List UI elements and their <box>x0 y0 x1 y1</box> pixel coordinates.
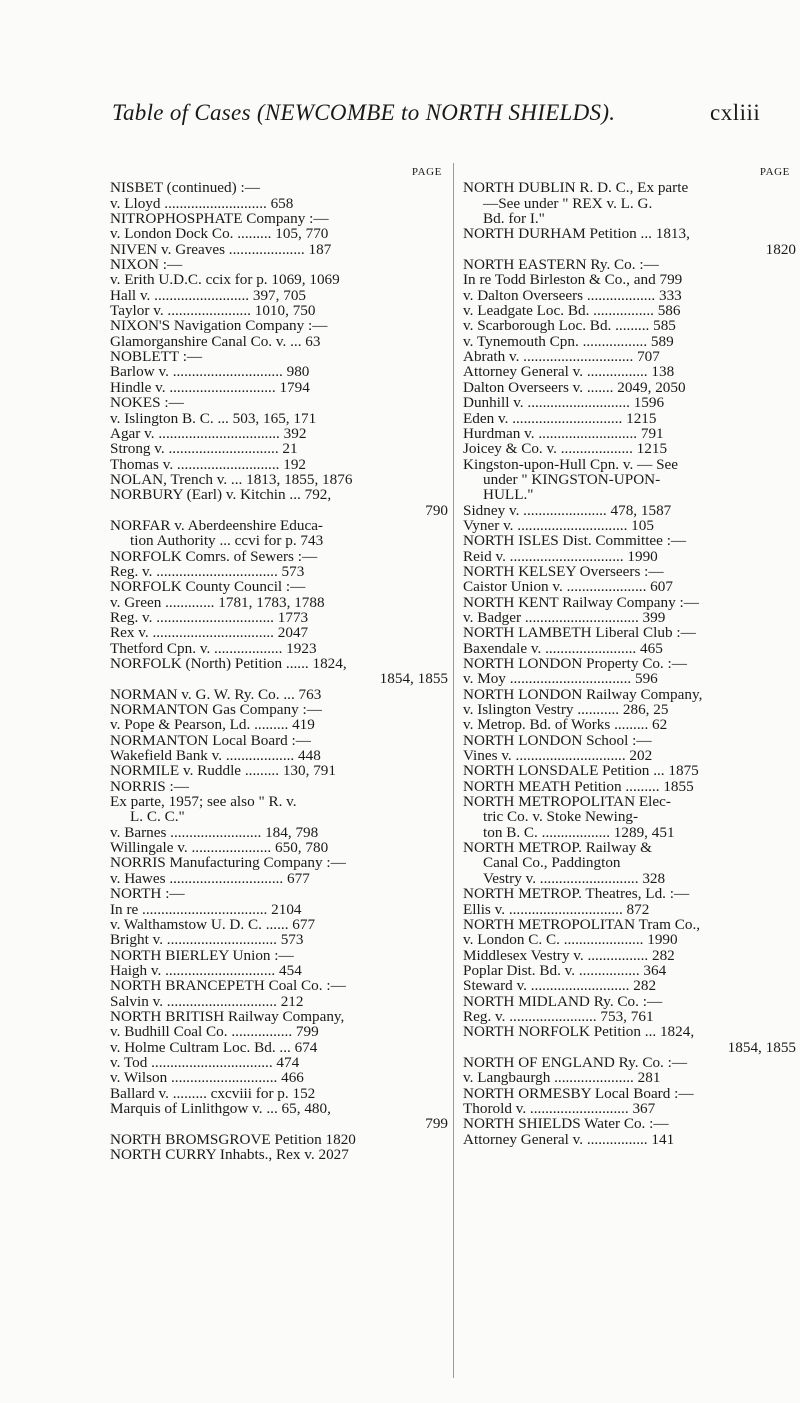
index-entry: Joicey & Co. v. ................... 1215 <box>463 440 668 458</box>
index-entry: Steward v. .......................... 282 <box>463 977 657 995</box>
index-entry: Marquis of Linlithgow v. ... 65, 480, <box>110 1099 331 1117</box>
index-entry: NORTH MEATH Petition ......... 1855 <box>463 777 694 795</box>
index-entry: NITROPHOSPHATE Company :— <box>110 210 329 228</box>
index-entry: Vestry v. .......................... 328 <box>483 869 666 887</box>
index-entry: v. Hawes .............................. 677 <box>110 869 310 887</box>
index-entry: v. London Dock Co. ......... 105, 770 <box>110 225 329 243</box>
index-entry: NORMANTON Local Board :— <box>110 731 311 749</box>
index-entry: NORBURY (Earl) v. Kitchin ... 792, <box>110 486 332 504</box>
index-entry: Sidney v. ...................... 478, 1587 <box>463 501 672 519</box>
index-entry: NORTH CURRY Inhabts., Rex v. 2027 <box>110 1146 349 1163</box>
index-entry: 799 <box>425 1115 448 1133</box>
index-entry: Attorney General v. ................ 141 <box>463 1130 675 1148</box>
index-entry: NORTH BRITISH Railway Company, <box>110 1007 345 1025</box>
index-entry: NORTH LONDON Property Co. :— <box>463 655 687 672</box>
running-header <box>0 100 800 140</box>
index-entry: In re ................................. 2104 <box>110 900 302 918</box>
index-entry: NORTH EASTERN Ry. Co. :— <box>463 256 659 274</box>
index-entry: Agar v. ................................ 392 <box>110 424 307 442</box>
index-entry: Ellis v. .............................. 872 <box>463 900 650 918</box>
index-entry: NORMANTON Gas Company :— <box>110 701 322 719</box>
index-entry: NISBET (continued) :— <box>110 179 260 197</box>
index-entry: NORTH DUBLIN R. D. C., Ex parte <box>463 179 689 197</box>
index-entry: v. Metrop. Bd. of Works ......... 62 <box>463 716 668 734</box>
index-entry: v. Budhill Coal Co. ................ 799 <box>110 1023 319 1041</box>
index-entry: Poplar Dist. Bd. v. ................ 364 <box>463 961 667 979</box>
index-entry: NORMILE v. Ruddle ......... 130, 791 <box>110 762 336 780</box>
index-entry: Willingale v. ..................... 650, 780 <box>110 839 329 857</box>
index-entry: v. Pope & Pearson, Ld. ......... 419 <box>110 716 315 734</box>
index-entry: v. Lloyd ........................... 658 <box>110 194 294 212</box>
index-entry: NOBLETT :— <box>110 348 203 366</box>
index-entry: v. Leadgate Loc. Bd. ................ 586 <box>463 302 681 320</box>
index-entry: ton B. C. .................. 1289, 451 <box>483 823 675 841</box>
index-entry: v. Tod ................................ 474 <box>110 1053 300 1071</box>
index-entry: NORTH ISLES Dist. Committee :— <box>463 532 687 550</box>
index-entry: v. Erith U.D.C. ccix for p. 1069, 1069 <box>110 271 340 289</box>
index-entry: Caistor Union v. ..................... 607 <box>463 578 673 596</box>
index-entry: NORTH SHIELDS Water Co. :— <box>463 1115 669 1133</box>
index-entry: In re Todd Birleston & Co., and 799 <box>463 271 683 289</box>
index-entry: NORTH OF ENGLAND Ry. Co. :— <box>463 1053 688 1071</box>
index-entry: Hurdman v. .......................... 791 <box>463 424 664 442</box>
index-entry: —See under " REX v. L. G. <box>483 194 653 212</box>
index-entry: Middlesex Vestry v. ................ 282 <box>463 946 675 964</box>
index-entry: v. Islington Vestry ........... 286, 25 <box>463 701 669 719</box>
index-entry: Hindle v. ............................ 1794 <box>110 378 310 396</box>
column-divider <box>453 163 454 1378</box>
index-entry: v. Badger .............................. 399 <box>463 608 666 626</box>
index-entry: NORTH METROP. Railway & <box>463 839 652 857</box>
index-entry: tion Authority ... ccvi for p. 743 <box>130 532 324 550</box>
index-entry: NORFAR v. Aberdeenshire Educa- <box>110 516 323 534</box>
index-entry: Rex v. ................................ 2047 <box>110 624 309 642</box>
index-entry: Dunhill v. ........................... 1596 <box>463 394 665 412</box>
index-entry: 1820 <box>765 240 796 258</box>
index-entry: Glamorganshire Canal Co. v. ... 63 <box>110 332 321 350</box>
index-entry: NORTH BIERLEY Union :— <box>110 946 294 964</box>
index-entry: Abrath v. ............................. 707 <box>463 348 660 366</box>
index-entry: Hall v. ......................... 397, 705 <box>110 286 307 304</box>
index-entry: Ballard v. ......... cxcviii for p. 152 <box>110 1084 316 1102</box>
index-entry: v. Barnes ........................ 184, 798 <box>110 823 319 841</box>
index-entry: NORTH ORMESBY Local Board :— <box>463 1084 694 1102</box>
index-entry: NORFOLK Comrs. of Sewers :— <box>110 547 318 565</box>
index-entry: NORTH :— <box>110 885 185 903</box>
index-entry: Baxendale v. ........................ 465 <box>463 639 663 657</box>
index-entry: Bright v. ............................. 573 <box>110 931 304 949</box>
index-entry: NORTH METROP. Theatres, Ld. :— <box>463 885 690 903</box>
right-page-label: PAGE <box>759 166 790 178</box>
index-entry: Thomas v. ........................... 192 <box>110 455 307 473</box>
index-entry: Kingston-upon-Hull Cpn. v. — See <box>463 455 679 473</box>
index-entry: NIXON :— <box>110 256 183 274</box>
index-entry: NORTH LONSDALE Petition ... 1875 <box>463 762 699 780</box>
index-entry: v. Holme Cultram Loc. Bd. ... 674 <box>110 1038 318 1056</box>
index-entry: Reg. v. ....................... 753, 761 <box>463 1007 654 1025</box>
index-entry: v. Moy ................................ 596 <box>463 670 658 688</box>
index-entry: v. Langbaurgh ..................... 281 <box>463 1069 661 1087</box>
index-entry: v. Green ............. 1781, 1783, 1788 <box>110 593 325 611</box>
index-entry: NORTH DURHAM Petition ... 1813, <box>463 225 690 243</box>
index-entry: v. London C. C. ..................... 1990 <box>463 931 678 949</box>
index-entry: NORTH METROPOLITAN Tram Co., <box>463 915 701 933</box>
index-entry: 1854, 1855 <box>379 670 448 688</box>
index-entry: Ex parte, 1957; see also " R. v. <box>110 793 297 811</box>
index-entry: NOLAN, Trench v. ... 1813, 1855, 1876 <box>110 470 353 488</box>
index-entry: NORMAN v. G. W. Ry. Co. ... 763 <box>110 685 322 703</box>
index-entry: NORTH NORFOLK Petition ... 1824, <box>463 1023 695 1041</box>
index-entry: v. Scarborough Loc. Bd. ......... 585 <box>463 317 676 335</box>
index-entry: NIVEN v. Greaves .................... 187 <box>110 240 332 258</box>
index-entry: NORTH BRANCEPETH Coal Co. :— <box>110 977 346 995</box>
index-entry: NORFOLK County Council :— <box>110 578 306 596</box>
index-entry: Thorold v. .......................... 367 <box>463 1099 656 1117</box>
index-entry: 790 <box>425 501 448 519</box>
index-entry: v. Dalton Overseers .................. 333 <box>463 286 682 304</box>
index-entry: Barlow v. ............................. 980 <box>110 363 310 381</box>
index-entry: 1854, 1855 <box>727 1038 796 1056</box>
index-entry: NORFOLK (North) Petition ...... 1824, <box>110 655 347 672</box>
index-entry: NORTH LAMBETH Liberal Club :— <box>463 624 696 642</box>
index-entry: Thetford Cpn. v. .................. 1923 <box>110 639 317 657</box>
index-entry: Attorney General v. ................ 138 <box>463 363 675 381</box>
left-column <box>110 165 448 1162</box>
index-entry: NORRIS :— <box>110 777 189 795</box>
index-entry: v. Wilson ............................ 466 <box>110 1069 304 1087</box>
index-entry: NORTH LONDON School :— <box>463 731 652 749</box>
right-column <box>463 165 796 1147</box>
index-entry: NORTH KENT Railway Company :— <box>463 593 699 611</box>
index-entry: Haigh v. ............................. 454 <box>110 961 302 979</box>
index-entry: v. Tynemouth Cpn. ................. 589 <box>463 332 674 350</box>
index-entry: under " KINGSTON-UPON- <box>483 470 661 488</box>
index-entry: Strong v. ............................. 21 <box>110 440 298 458</box>
index-entry: Canal Co., Paddington <box>483 854 621 872</box>
left-page-label: PAGE <box>411 166 442 178</box>
index-entry: Vyner v. ............................. 105 <box>463 516 654 534</box>
index-entry: Dalton Overseers v. ....... 2049, 2050 <box>463 378 686 396</box>
page-number: cxliii <box>710 100 761 125</box>
index-entry: Bd. for I." <box>483 210 545 228</box>
index-entry: Salvin v. ............................. 212 <box>110 992 304 1010</box>
index-entry: NORTH LONDON Railway Company, <box>463 685 703 703</box>
index-entry: Wakefield Bank v. .................. 448 <box>110 747 321 765</box>
index-entry: NORRIS Manufacturing Company :— <box>110 854 346 872</box>
index-entry: HULL." <box>483 486 534 504</box>
index-entry: NIXON'S Navigation Company :— <box>110 317 328 335</box>
index-entry: Taylor v. ...................... 1010, 750 <box>110 302 316 320</box>
index-entry: tric Co. v. Stoke Newing- <box>483 808 639 826</box>
index-entry: Reg. v. ............................... 1773 <box>110 608 309 626</box>
index-entry: v. Walthamstow U. D. C. ...... 677 <box>110 915 316 933</box>
running-title: Table of Cases (NEWCOMBE to NORTH SHIELDS). <box>112 100 616 125</box>
index-entry: Vines v. ............................. 202 <box>463 747 653 765</box>
index-entry: NORTH METROPOLITAN Elec- <box>463 793 671 811</box>
index-entry: NORTH KELSEY Overseers :— <box>463 562 664 580</box>
index-entry: Eden v. ............................. 1215 <box>463 409 657 427</box>
index-entry: v. Islington B. C. ... 503, 165, 171 <box>110 409 317 427</box>
index-entry: NORTH BROMSGROVE Petition 1820 <box>110 1130 356 1148</box>
index-entry: L. C. C." <box>130 808 185 826</box>
index-entry: Reg. v. ................................ 573 <box>110 562 305 580</box>
index-entry: NOKES :— <box>110 394 184 412</box>
index-entry: NORTH MIDLAND Ry. Co. :— <box>463 992 663 1010</box>
index-entry: Reid v. .............................. 1990 <box>463 547 658 565</box>
